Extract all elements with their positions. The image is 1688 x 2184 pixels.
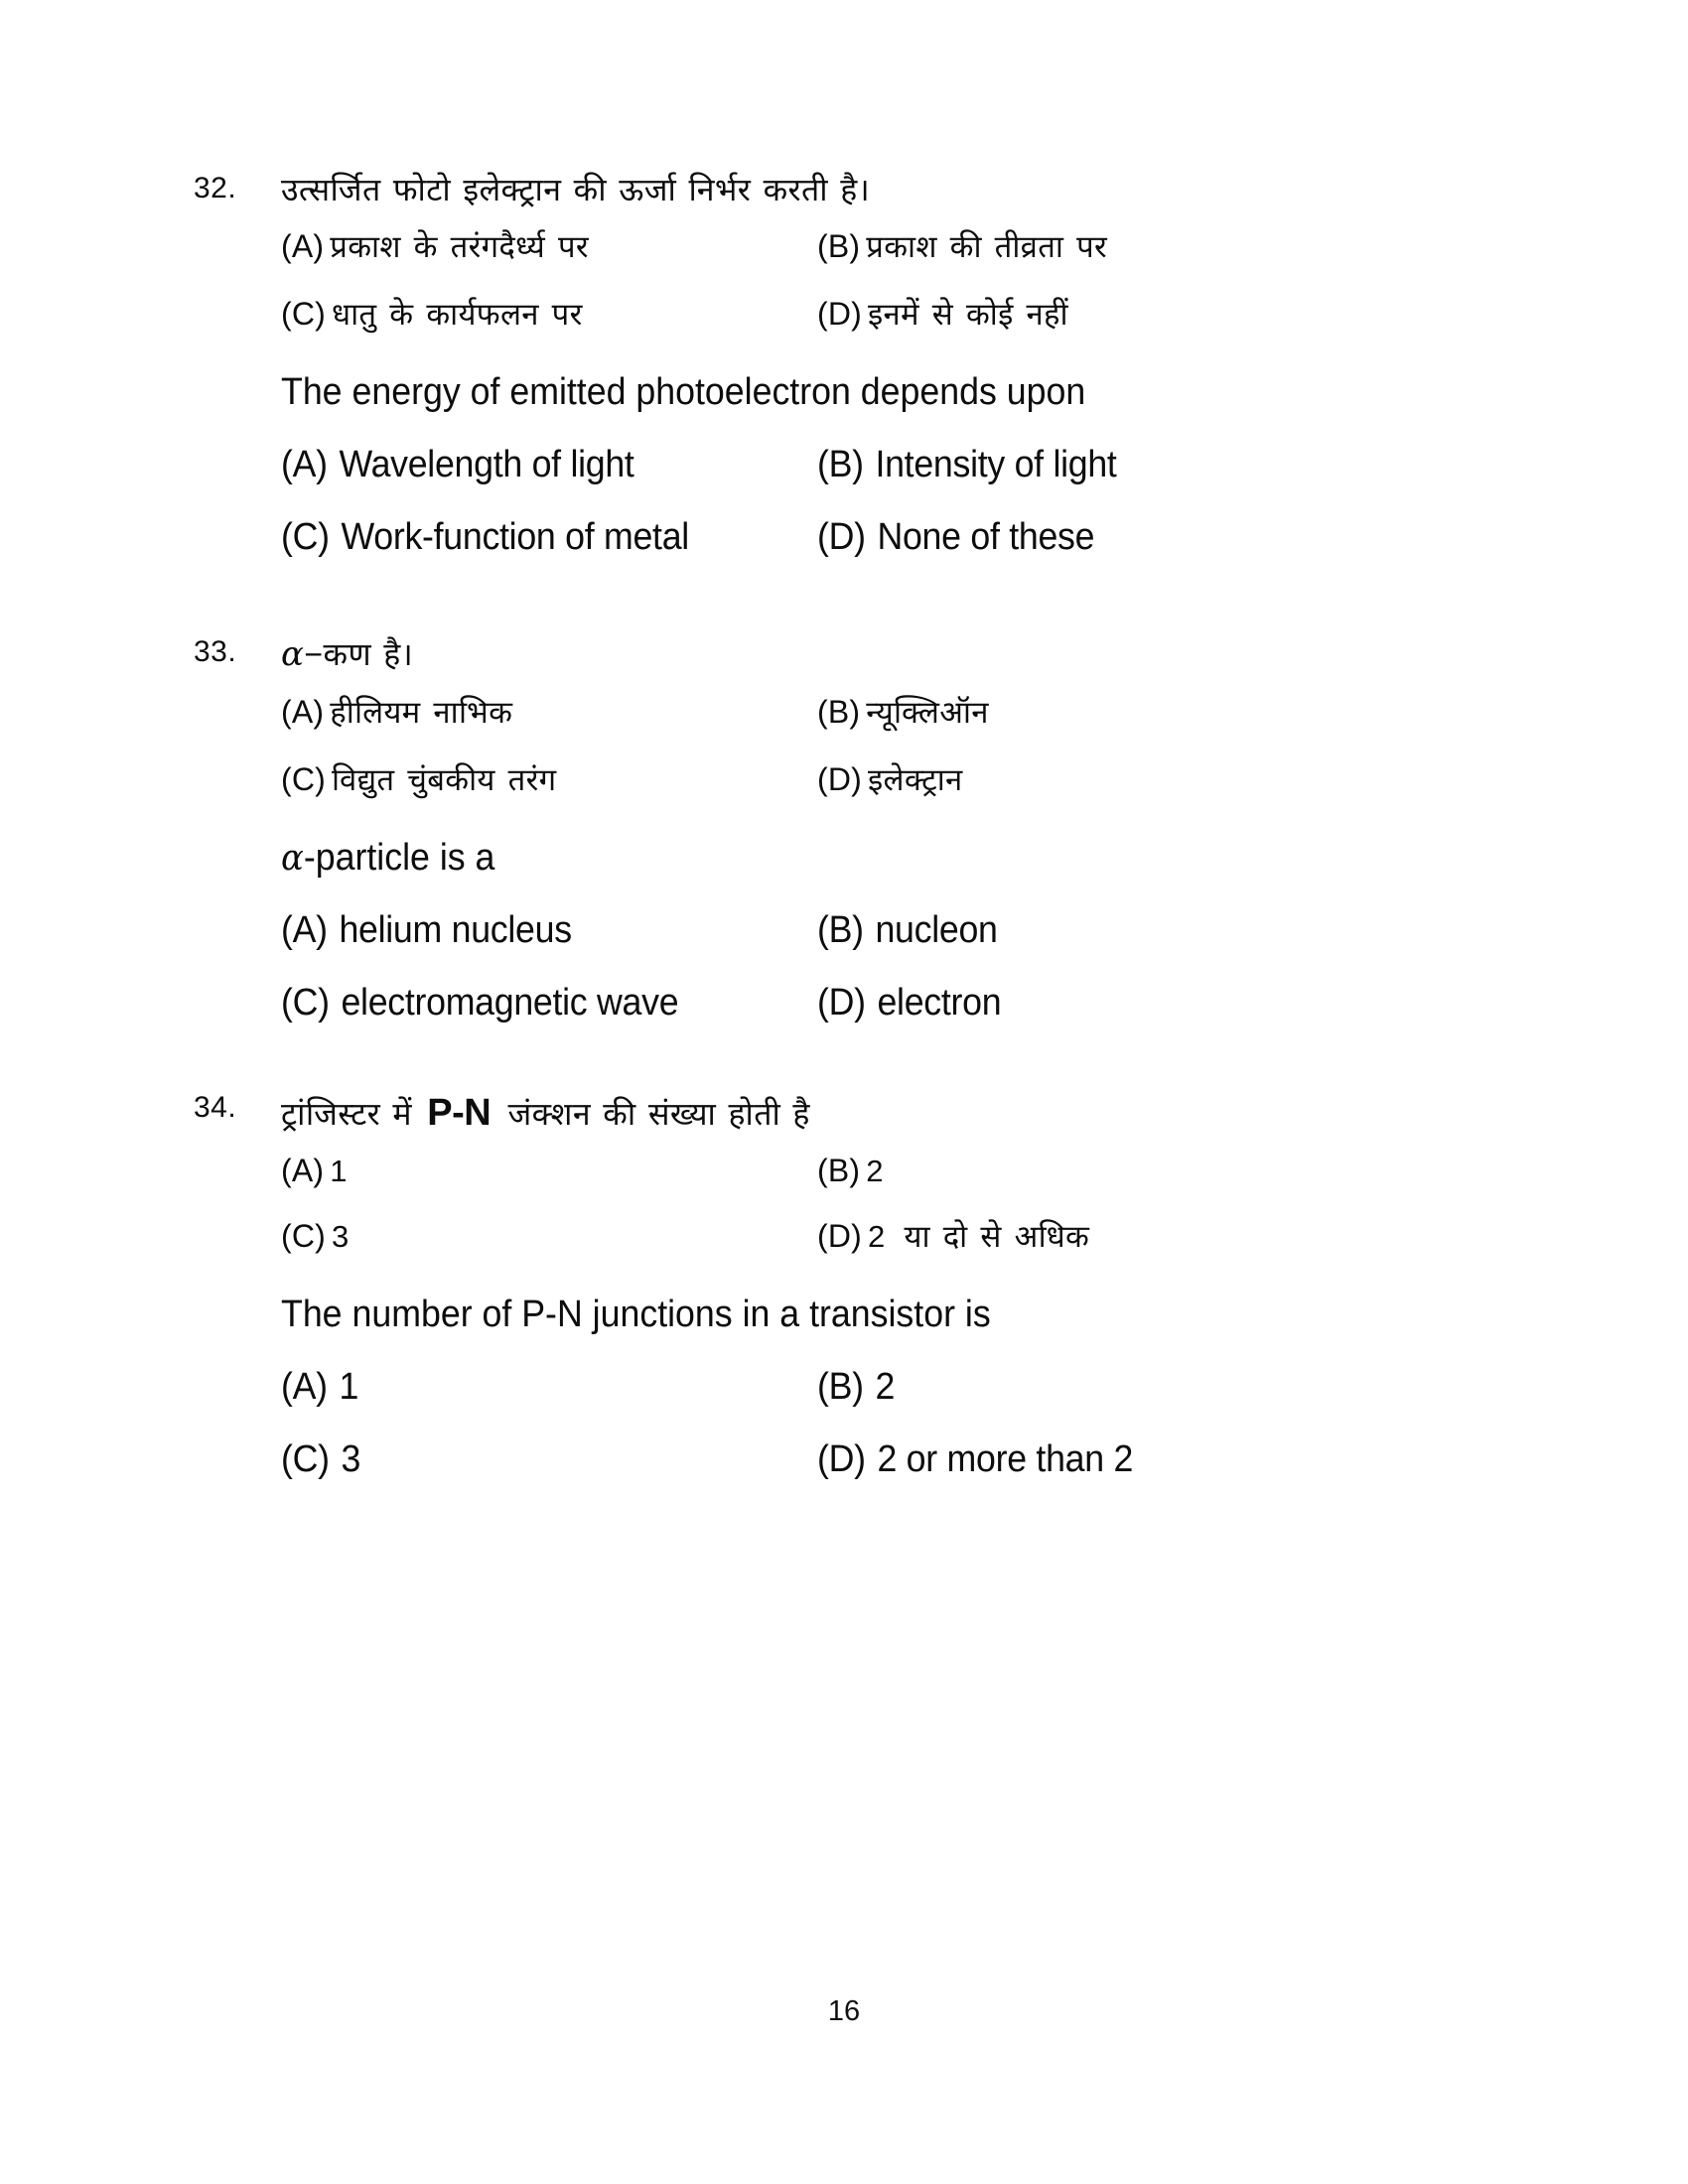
question-34-stem-hindi (194, 1088, 1475, 1139)
option-34-en-d[interactable] (817, 1438, 1475, 1481)
option-row (281, 1215, 1475, 1257)
question-32-number: 32. (194, 172, 237, 205)
option-32-en-a[interactable] (281, 444, 817, 486)
question-34-stem-hindi-part2: जंक्शन की संख्या होती है (495, 1095, 810, 1132)
option-32-hi-b[interactable] (817, 225, 1475, 267)
question-33-stem-english-rest: -particle is a (303, 837, 495, 880)
option-33-en-a[interactable] (281, 909, 817, 952)
option-text: इनमें से कोई नहीं (868, 297, 1068, 333)
option-text: electromagnetic wave (341, 981, 679, 1024)
option-text: इलेक्ट्रान (868, 762, 963, 798)
option-text: या दो से अधिक (891, 1219, 1090, 1255)
option-label: (D) (817, 1437, 866, 1480)
question-34-stem-hindi-text (281, 1088, 1475, 1139)
option-text: न्यूक्लिऑन (866, 695, 989, 731)
option-text: 1 (330, 1154, 348, 1189)
question-32-english-options (281, 444, 1475, 559)
question-34-number: 34. (194, 1090, 237, 1124)
option-label: (D) (817, 515, 866, 558)
option-text: हीलियम नाभिक (330, 695, 513, 731)
option-text: धातु के कार्यफलन पर (332, 297, 583, 333)
question-33-number: 33. (194, 634, 237, 668)
question-34-english-options (281, 1366, 1475, 1481)
question-32-stem-hindi-text: उत्सर्जित फोटो इलेक्ट्रान की ऊर्जा निर्भर करती है। (281, 172, 871, 207)
option-32-hi-c[interactable] (281, 293, 817, 335)
page-number: 16 (827, 1995, 861, 2027)
option-label: (C) (281, 1437, 330, 1480)
option-label: (D) (817, 981, 866, 1024)
alpha-symbol: α (281, 633, 305, 674)
question-33 (194, 632, 1475, 1024)
question-33-english-options (281, 909, 1475, 1024)
option-label: (A) (281, 1365, 328, 1408)
option-33-hi-a[interactable] (281, 691, 817, 733)
option-34-hi-d[interactable] (817, 1215, 1475, 1257)
option-text-number: 2 (868, 1219, 886, 1255)
option-text: 3 (332, 1219, 350, 1255)
option-34-en-b[interactable] (817, 1366, 1475, 1409)
option-label: (A) (281, 228, 325, 265)
option-label: (A) (281, 694, 325, 731)
option-33-hi-c[interactable] (281, 758, 817, 800)
option-label: (B) (817, 694, 861, 731)
option-row (281, 516, 1475, 559)
option-34-en-c[interactable] (281, 1438, 817, 1481)
pn-junction-label: P-N (427, 1091, 492, 1134)
question-33-stem-hindi (194, 632, 1475, 678)
option-row (281, 293, 1475, 335)
option-34-hi-b[interactable] (817, 1153, 1475, 1189)
option-text: 2 or more than 2 (877, 1437, 1133, 1480)
question-list (194, 169, 1475, 1511)
option-label: (B) (817, 908, 864, 951)
option-32-en-c[interactable] (281, 516, 817, 559)
question-34-stem-hindi-part1: ट्रांजिस्टर में (281, 1095, 425, 1132)
option-text: electron (877, 981, 1002, 1024)
option-label: (A) (281, 1153, 325, 1189)
option-row (281, 444, 1475, 486)
spacer (194, 589, 1475, 632)
option-row (281, 691, 1475, 733)
question-32-hindi-options (281, 225, 1475, 335)
question-34-stem-english: The number of P-N junctions in a transistor is (281, 1294, 991, 1336)
option-34-hi-a[interactable] (281, 1153, 817, 1189)
option-33-en-b[interactable] (817, 909, 1475, 952)
option-label: (D) (817, 296, 863, 333)
option-row (281, 225, 1475, 267)
question-32-stem-hindi (194, 169, 1475, 211)
option-label: (C) (281, 761, 327, 798)
option-label: (D) (817, 1218, 863, 1255)
alpha-symbol: α (281, 838, 304, 880)
question-33-stem-english (281, 834, 1403, 883)
option-text: 2 (866, 1154, 884, 1189)
question-33-stem-hindi-text (281, 632, 1475, 678)
option-label: (B) (817, 1153, 861, 1189)
option-label: (C) (281, 296, 327, 333)
question-34 (194, 1088, 1475, 1481)
option-text: 3 (341, 1437, 360, 1480)
option-label: (B) (817, 1365, 864, 1408)
option-row (281, 982, 1475, 1024)
question-32-stem-english: The energy of emitted photoelectron depends upon (281, 371, 1086, 414)
option-row (281, 1438, 1475, 1481)
option-34-hi-c[interactable] (281, 1218, 817, 1255)
question-33-hindi-options (281, 691, 1475, 800)
option-32-en-d[interactable] (817, 516, 1475, 559)
option-32-hi-a[interactable] (281, 225, 817, 267)
option-label: (A) (281, 443, 328, 485)
option-row (281, 909, 1475, 952)
option-text: प्रकाश की तीव्रता पर (866, 229, 1108, 265)
option-label: (C) (281, 981, 330, 1024)
option-text: 2 (875, 1365, 895, 1408)
option-row (281, 1366, 1475, 1409)
question-32 (194, 169, 1475, 559)
option-text: nucleon (875, 908, 998, 951)
option-label: (C) (281, 515, 330, 558)
option-text: 1 (339, 1365, 358, 1408)
option-32-en-b[interactable] (817, 444, 1475, 486)
option-text: helium nucleus (339, 908, 572, 951)
option-text: प्रकाश के तरंगदैर्ध्य पर (330, 229, 589, 265)
option-text: Intensity of light (875, 443, 1117, 485)
option-label: (B) (817, 443, 864, 485)
option-label: (D) (817, 761, 863, 798)
option-label: (A) (281, 908, 328, 951)
option-text: None of these (877, 515, 1095, 558)
option-34-en-a[interactable] (281, 1366, 817, 1409)
option-33-hi-d[interactable] (817, 758, 1475, 800)
option-label: (B) (817, 228, 861, 265)
option-33-en-c[interactable] (281, 982, 817, 1024)
question-33-stem-hindi-rest: −कण है। (304, 635, 414, 672)
option-row (281, 758, 1475, 800)
option-row (281, 1153, 1475, 1189)
question-34-hindi-options (281, 1153, 1475, 1257)
option-32-hi-d[interactable] (817, 293, 1475, 335)
option-text: विद्युत चुंबकीय तरंग (332, 762, 557, 798)
spacer (194, 1054, 1475, 1088)
option-text: Wavelength of light (339, 443, 634, 485)
option-33-hi-b[interactable] (817, 691, 1475, 733)
option-text: Work-function of metal (341, 515, 689, 558)
option-label: (C) (281, 1218, 327, 1255)
option-33-en-d[interactable] (817, 982, 1475, 1024)
